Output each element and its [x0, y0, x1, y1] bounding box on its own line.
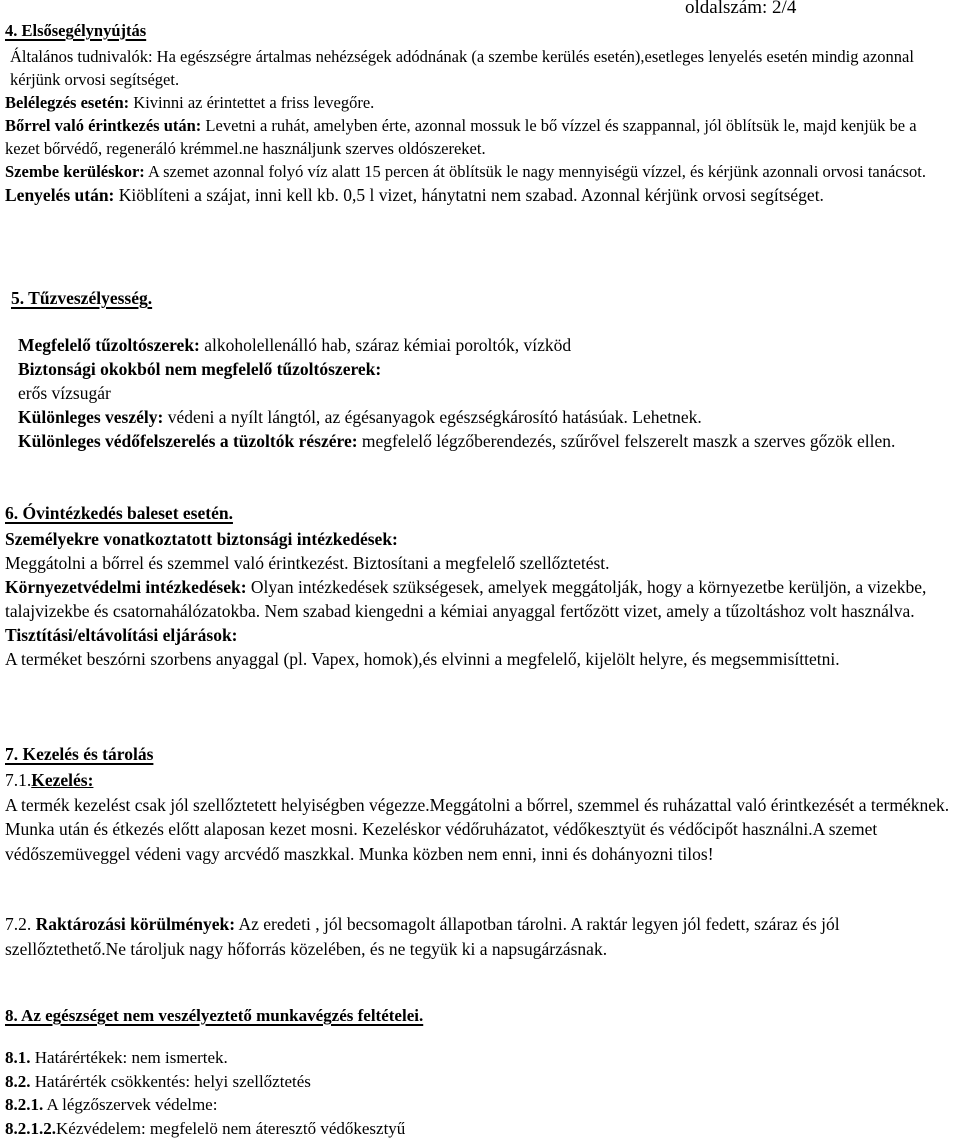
- section-4-heading: 4. Elsősegélynyújtás: [5, 21, 147, 40]
- protective-equipment-text: megfelelő légzőberendezés, szűrővel felszerelt maszk a szerves gőzök ellen.: [357, 431, 896, 451]
- personal-precautions-text: Meggátolni a bőrrel és szemmel való érintkezést. Biztosítani a megfelelő szellőztetést.: [5, 553, 610, 573]
- section-7: [5, 740, 954, 961]
- storage-paragraph: [5, 912, 954, 961]
- item-8-1: [5, 1046, 954, 1070]
- handling-text: A termék kezelést csak jól szellőztetett helyiségben végezze.Meggátolni a bőrrel, szemmel és ruházattal való érintkezését a terméknek. Munka után és étkezés előtt alaposan kezet mosni. Kezeléskor védőruházatot, védőkesztyüt és védőcipőt használni.A szemet védőszemüveggel védeni vagy arcvédő maszkkal. Munka közben nem enni, inni és dohányozni tilos!: [5, 794, 950, 864]
- skin-contact-label: Bőrrel való érintkezés után:: [5, 116, 202, 135]
- environmental-paragraph: [5, 575, 954, 623]
- item-8-2-1-2: [5, 1117, 954, 1141]
- section-6-heading: 6. Óvintézkedés baleset esetén.: [5, 503, 233, 523]
- section-6: [5, 499, 954, 671]
- cleanup-label: Tisztítási/eltávolítási eljárások:: [5, 625, 238, 645]
- item-8-1-number: 8.1.: [5, 1048, 31, 1067]
- unsuitable-media-label: Biztonsági okokból nem megfelelő tűzoltószerek:: [18, 359, 382, 379]
- eye-contact-paragraph: [5, 160, 954, 183]
- item-8-2: [5, 1070, 954, 1094]
- storage-text: Az eredeti , jól becsomagolt állapotban tárolni. A raktár legyen jól fedett, száraz és jól szellőztethető.Ne tároljuk nagy hőforrás közelében, és ne tegyük ki a napsugárzásnak.: [5, 914, 840, 959]
- section-5-body: [18, 333, 954, 453]
- page-number: oldalszám: 2/4: [685, 0, 797, 18]
- protective-equipment-paragraph: [18, 429, 954, 453]
- section-4: [5, 17, 954, 207]
- item-8-2-number: 8.2.: [5, 1071, 31, 1091]
- ingestion-label: Lenyelés után:: [5, 185, 115, 205]
- section-5-heading: 5. Tűzveszélyesség.: [11, 288, 153, 308]
- item-8-2-1-2-number: 8.2.1.2.: [5, 1118, 56, 1138]
- eye-contact-text: A szemet azonnal folyó víz alatt 15 percen át öblítsük le nagy mennyiségü vízzel, és kérjünk azonnali orvosi tanácsot.: [144, 162, 927, 181]
- suitable-media-text: alkoholellenálló hab, száraz kémiai poroltók, vízköd: [199, 335, 572, 355]
- protective-equipment-label: Különleges védőfelszerelés a tüzoltók részére:: [18, 431, 358, 451]
- inhalation-text: Kivinni az érintettet a friss levegőre.: [129, 93, 375, 112]
- environmental-text: Olyan intézkedések szükségesek, amelyek meggátolják, hogy a környezetbe kerüljön, a vizekbe, talajvizekbe és csatornahálózatokba. Nem szabad kiengedni a kémiai anyaggal fertőzött vizet, amely a tűzoltáshoz volt használva.: [5, 577, 927, 621]
- storage-number: 7.2.: [5, 914, 36, 934]
- ingestion-text: Kiöblíteni a szájat, inni kell kb. 0,5 l vizet, hánytatni nem szabad. Azonnal kérjünk orvosi segítséget.: [114, 185, 824, 205]
- environmental-label: Környezetvédelmi intézkedések:: [5, 577, 247, 597]
- special-hazard-paragraph: [18, 405, 954, 429]
- suitable-media-label: Megfelelő tűzoltószerek:: [18, 335, 200, 355]
- inhalation-paragraph: [5, 91, 954, 114]
- cleanup-text: A terméket beszórni szorbens anyaggal (pl. Vapex, homok),és elvinni a megfelelő, kijelölt helyre, és megsemmisíttetni.: [5, 649, 840, 669]
- general-info: Általános tudnivalók: Ha egészségre ártalmas nehézségek adódnának (a szembe kerülés esetén),esetleges lenyelés esetén mindig azonnal kérjünk orvosi segítséget.: [10, 47, 914, 89]
- skin-contact-paragraph: [5, 114, 954, 160]
- item-8-2-text: Határérték csökkentés: helyi szellőztetés: [30, 1071, 311, 1091]
- unsuitable-media-text: erős vízsugár: [18, 383, 111, 403]
- item-8-2-1-2-text: Kézvédelem: megfelelö nem áteresztő védőkesztyű: [56, 1118, 406, 1138]
- personal-precautions-label: Személyekre vonatkoztatott biztonsági intézkedések:: [5, 529, 398, 549]
- item-8-2-1-text: A légzőszervek védelme:: [43, 1095, 218, 1114]
- section-8: [5, 1002, 954, 1140]
- storage-label: Raktározási körülmények:: [35, 914, 236, 934]
- eye-contact-label: Szembe kerüléskor:: [5, 162, 145, 181]
- inhalation-label: Belélegzés esetén:: [5, 93, 130, 112]
- item-8-2-1: [5, 1093, 954, 1117]
- section-8-heading: 8. Az egészséget nem veszélyeztető munkavégzés feltételei.: [5, 1006, 424, 1025]
- handling-title: [5, 768, 954, 793]
- special-hazard-text: védeni a nyílt lángtól, az égésanyagok egészségkárosító hatásúak. Lehetnek.: [163, 407, 702, 427]
- skin-contact-text: Levetni a ruhát, amelyben érte, azonnal mossuk le bő vízzel és szappannal, jól öblítsük le, majd kenjük be a kezet bőrvédő, regeneráló krémmel.ne használjunk szerves oldószereket.: [5, 116, 917, 158]
- section-7-heading: 7. Kezelés és tárolás: [5, 744, 154, 764]
- handling-label: Kezelés:: [31, 770, 94, 790]
- handling-number: 7.1.: [5, 770, 32, 790]
- special-hazard-label: Különleges veszély:: [18, 407, 164, 427]
- suitable-media-paragraph: [18, 333, 954, 357]
- item-8-2-1-number: 8.2.1.: [5, 1095, 44, 1114]
- item-8-1-text: Határértékek: nem ismertek.: [30, 1048, 228, 1067]
- ingestion-paragraph: [5, 183, 954, 207]
- section-5: [11, 284, 954, 312]
